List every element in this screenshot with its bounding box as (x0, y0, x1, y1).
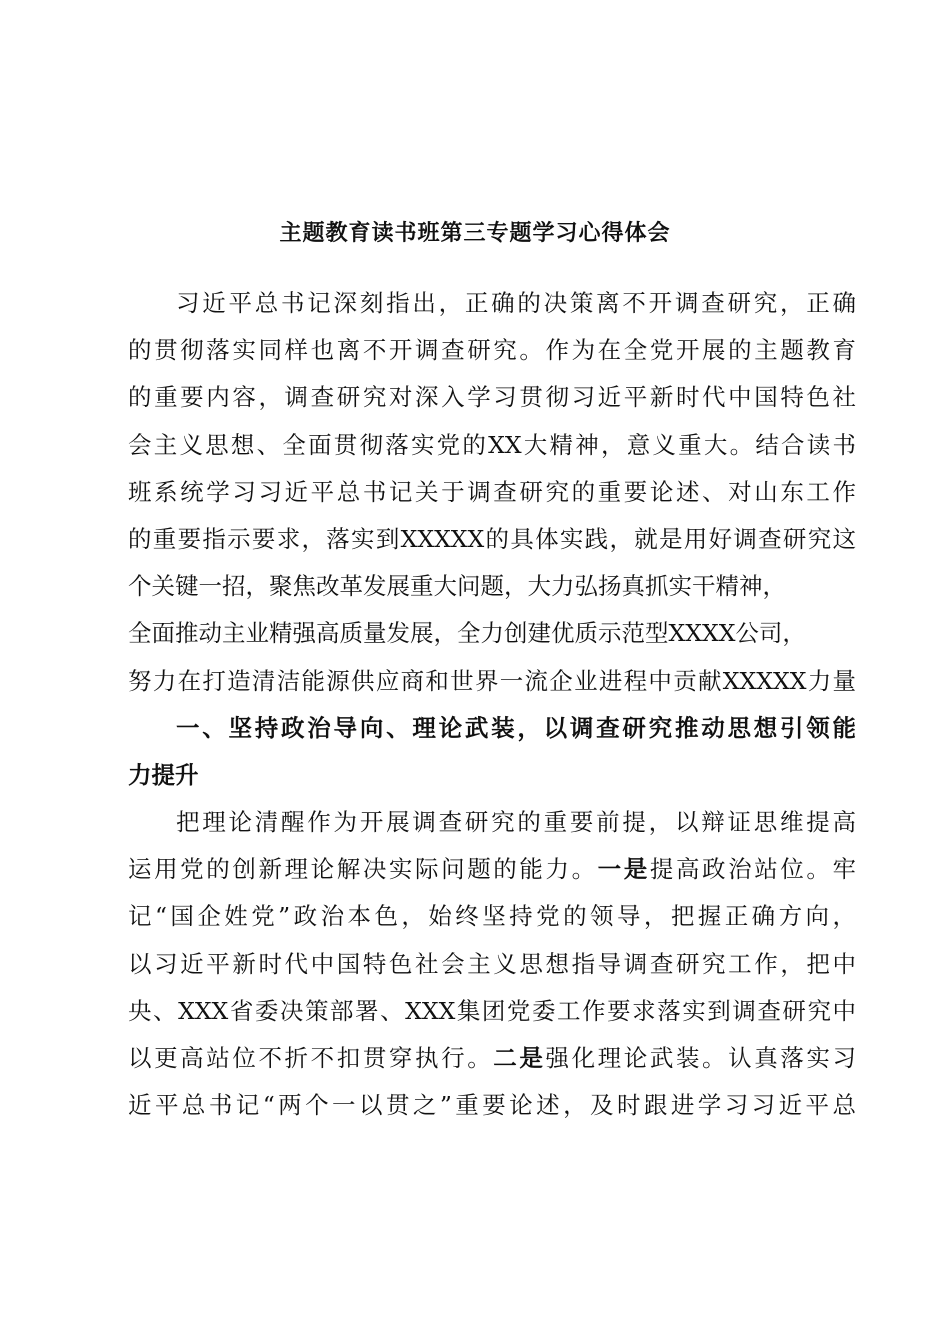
text-segment: 班系统学习习近平总书记关于调查研究的重要论述、对山东工作 (128, 477, 856, 506)
text-segment: 以习近平新时代中国特色社会主义思想指导调查研究工作，把中 (128, 949, 856, 978)
document-title: 主题教育读书班第三专题学习心得体会 (279, 220, 671, 246)
text-segment: 记“国企姓党”政治本色，始终坚持党的领导，把握正确方向， (128, 902, 856, 931)
text-line (128, 664, 856, 711)
text-line (128, 994, 856, 1041)
bold-text: 二是 (493, 1044, 546, 1072)
text-segment: 把理论清醒作为开展调查研究的重要前提，以辩证思维提高 (176, 808, 856, 837)
text-segment: 以更高站位不折不扣贯穿执行。 (128, 1044, 494, 1072)
text-line (128, 333, 856, 380)
text-segment: 运用党的创新理论解决实际问题的能力。 (128, 855, 598, 884)
text-segment: 习近平总书记深刻指出，正确的决策离不开调查研究，正确 (176, 289, 856, 317)
text-segment: 一、坚持政治导向、理论武装，以调查研究推动思想引领能 (176, 713, 856, 742)
text-line (128, 522, 856, 569)
document-body (128, 286, 856, 1135)
text-segment: 力提升 (128, 760, 199, 789)
text-segment: 的重要指示要求，落实到XXXXX的具体实践，就是用好调查研究这 (128, 524, 856, 553)
text-segment: 强化理论武装。认真落实习 (545, 1044, 857, 1072)
text-line (128, 852, 856, 899)
text-segment: 全面推动主业精强高质量发展，全力创建优质示范型XXXX公司， (128, 619, 806, 648)
paragraph (128, 286, 856, 711)
text-segment: 近平总书记“两个一以贯之”重要论述，及时跟进学习习近平总 (128, 1091, 856, 1120)
bold-text: 一是 (597, 855, 650, 884)
text-segment: 的贯彻落实同样也离不开调查研究。作为在全党开展的主题教育 (128, 336, 856, 365)
text-line (128, 711, 856, 758)
section-heading (128, 711, 856, 805)
text-line (128, 899, 856, 946)
text-line (128, 947, 856, 994)
text-line (128, 428, 856, 475)
text-line (128, 758, 856, 805)
text-segment: 个关键一招，聚焦改革发展重大问题，大力弘扬真抓实干精神， (128, 572, 786, 601)
text-line (128, 616, 856, 663)
text-segment: 提高政治站位。牢 (649, 855, 857, 884)
paragraph (128, 805, 856, 1135)
text-segment: 会主义思想、全面贯彻落实党的XX大精神，意义重大。结合读书 (128, 430, 856, 459)
text-line (128, 1088, 856, 1135)
text-segment: 的重要内容，调查研究对深入学习贯彻习近平新时代中国特色社 (128, 383, 856, 412)
text-segment: 央、XXX省委决策部署、XXX集团党委工作要求落实到调查研究中 (128, 996, 856, 1025)
text-line (128, 1041, 856, 1088)
text-line (128, 805, 856, 852)
text-segment: 努力在打造清洁能源供应商和世界一流企业进程中贡献XXXXX力量 (128, 666, 856, 695)
text-line (128, 569, 856, 616)
text-line (128, 380, 856, 427)
text-line (128, 286, 856, 333)
text-line (128, 475, 856, 522)
